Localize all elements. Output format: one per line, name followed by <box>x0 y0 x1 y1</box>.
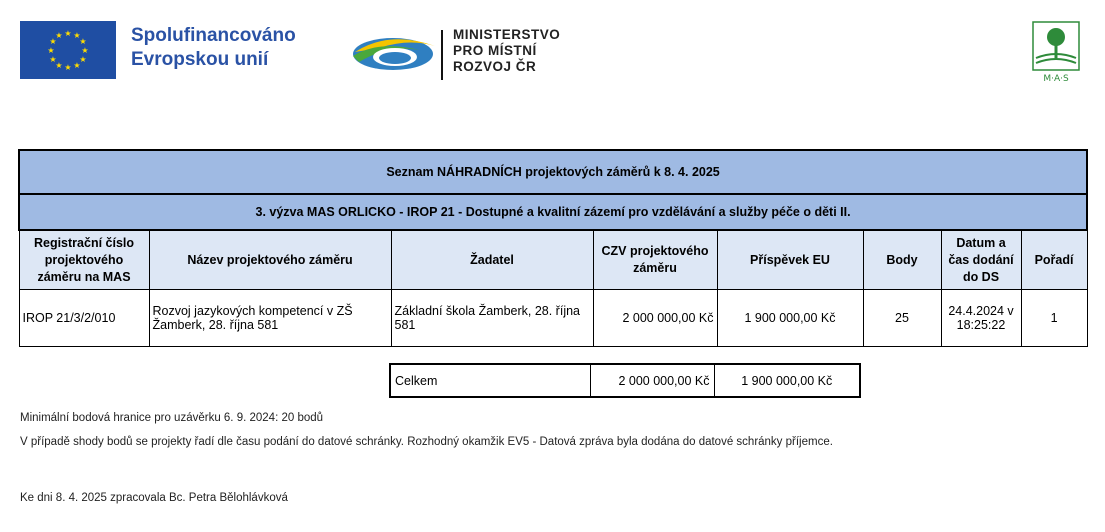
cell-date: 24.4.2024 v 18:25:22 <box>941 290 1021 347</box>
mmr-separator <box>441 30 443 80</box>
svg-text:★: ★ <box>49 55 57 64</box>
mmr-logo <box>349 30 441 74</box>
mmr-text-line2: PRO MÍSTNÍ <box>453 43 537 58</box>
svg-text:★: ★ <box>55 61 63 70</box>
cell-reg: IROP 21/3/2/010 <box>19 290 149 347</box>
replacement-projects-table <box>18 149 1088 347</box>
eu-cofinanced-text <box>131 24 296 72</box>
mmr-text-line3: ROZVOJ ČR <box>453 59 537 74</box>
svg-text:★: ★ <box>73 31 81 40</box>
svg-text:★: ★ <box>79 37 87 46</box>
cell-eu: 1 900 000,00 Kč <box>717 290 863 347</box>
mas-logo-label: M·A·S <box>1043 74 1069 84</box>
table-subtitle: 3. výzva MAS ORLICKO - IROP 21 - Dostupné a kvalitní zázemí pro vzdělávání a služby péče o děti II. <box>19 194 1087 230</box>
totals-eu: 1 900 000,00 Kč <box>714 364 860 397</box>
table-title: Seznam NÁHRADNÍCH projektových záměrů k 8. 4. 2025 <box>19 150 1087 194</box>
table-row <box>19 290 1087 347</box>
note-tie-rule: V případě shody bodů se projekty řadí dle času podání do datové schránky. Rozhodný okamžik EV5 - Datová zpráva byla dodána do datové schránky příjemce. <box>20 436 833 448</box>
col-header-applicant: Žadatel <box>391 230 593 290</box>
eu-text-line2: Evropskou unií <box>131 49 269 70</box>
svg-text:★: ★ <box>47 46 55 55</box>
col-header-order: Pořadí <box>1021 230 1087 290</box>
column-header-row <box>19 230 1087 290</box>
mas-logo <box>1030 20 1082 86</box>
svg-text:★: ★ <box>49 37 57 46</box>
col-header-points: Body <box>863 230 941 290</box>
svg-text:★: ★ <box>73 61 81 70</box>
col-header-czv: CZV projektového záměru <box>593 230 717 290</box>
cell-czv: 2 000 000,00 Kč <box>593 290 717 347</box>
totals-czv: 2 000 000,00 Kč <box>590 364 714 397</box>
totals-table <box>389 363 861 398</box>
note-min-points: Minimální bodová hranice pro uzávěrku 6. 9. 2024: 20 bodů <box>20 412 324 424</box>
col-header-date: Datum a čas dodání do DS <box>941 230 1021 290</box>
svg-text:★: ★ <box>64 29 72 38</box>
svg-text:★: ★ <box>79 55 87 64</box>
note-prepared-by: Ke dni 8. 4. 2025 zpracovala Bc. Petra Bělohlávková <box>20 492 288 504</box>
cell-applicant: Základní škola Žamberk, 28. října 581 <box>391 290 593 347</box>
svg-text:★: ★ <box>55 31 63 40</box>
svg-text:★: ★ <box>81 46 89 55</box>
mmr-ministry-text <box>453 27 560 75</box>
mmr-text-line1: MINISTERSTVO <box>453 27 561 42</box>
eu-text-line1: Spolufinancováno <box>131 25 296 46</box>
col-header-name: Název projektového záměru <box>149 230 391 290</box>
col-header-reg: Registrační číslo projektového záměru na MAS <box>19 230 149 290</box>
svg-text:★: ★ <box>64 63 72 72</box>
cell-order: 1 <box>1021 290 1087 347</box>
col-header-eu: Příspěvek EU <box>717 230 863 290</box>
cell-points: 25 <box>863 290 941 347</box>
cell-name: Rozvoj jazykových kompetencí v ZŠ Žamberk, 28. října 581 <box>149 290 391 347</box>
eu-flag-logo <box>20 21 116 79</box>
totals-label: Celkem <box>390 364 590 397</box>
